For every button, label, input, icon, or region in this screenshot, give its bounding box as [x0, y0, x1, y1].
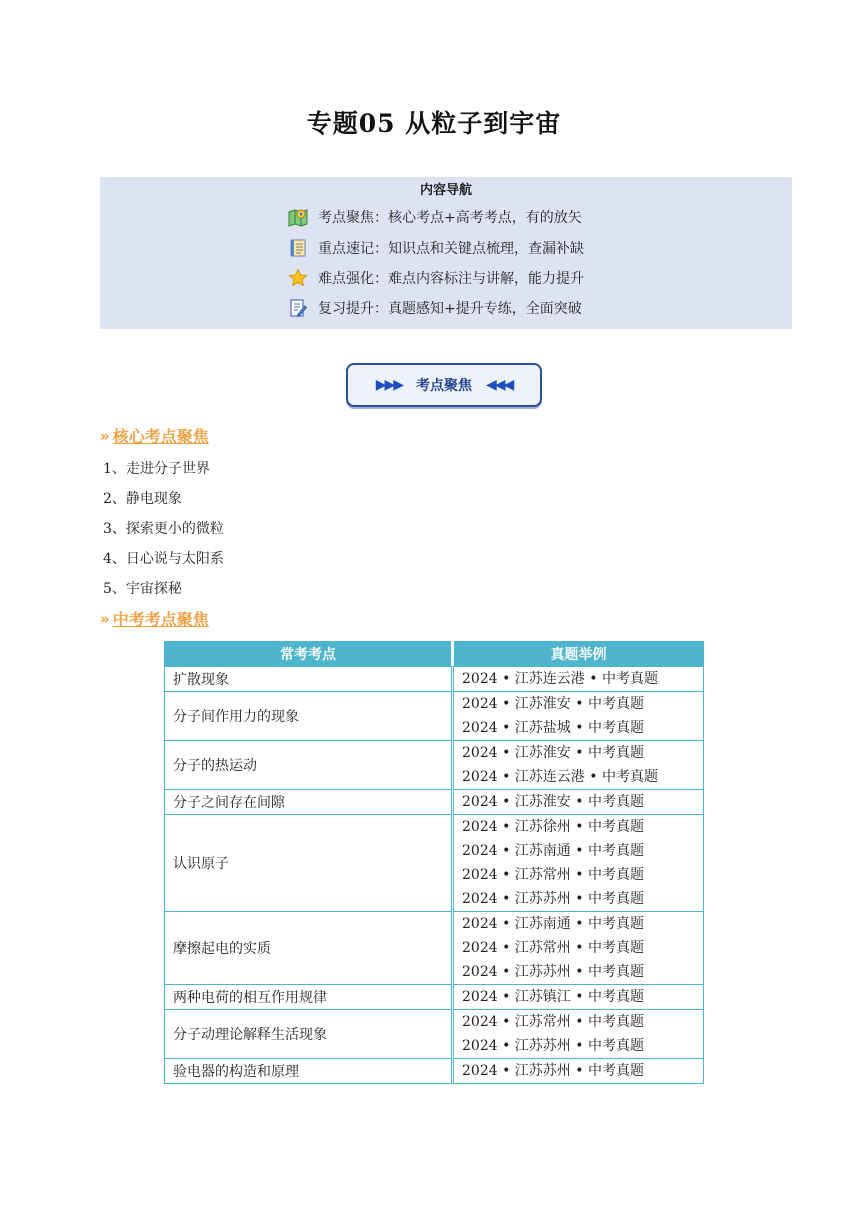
left-arrows-icon: ◀◀◀: [486, 377, 513, 393]
list-item: 1、走进分子世界: [103, 461, 210, 477]
example-item: 2024 • 江苏镇江 • 中考真题: [462, 989, 644, 1005]
examples-cell: [453, 1059, 704, 1084]
core-section-heading: [100, 424, 209, 447]
star-icon: [288, 268, 308, 288]
nav-row-text: 难点强化：难点内容标注与讲解，能力提升: [318, 271, 584, 287]
example-item: 2024 • 江苏苏州 • 中考真题: [462, 1063, 644, 1079]
examples-cell: [453, 667, 704, 692]
topic-cell: 扩散现象: [165, 667, 453, 692]
example-item: 2024 • 江苏常州 • 中考真题: [462, 867, 644, 883]
table-row: [165, 912, 704, 985]
nav-row-text: 复习提升：真题感知+提升专练，全面突破: [318, 301, 582, 317]
list-item: 2、静电现象: [103, 491, 182, 507]
exam-topics-table: [164, 641, 704, 1084]
nav-row-text: 重点速记：知识点和关键点梳理，查漏补缺: [318, 241, 584, 257]
examples-cell: [453, 815, 704, 912]
table-row: [165, 815, 704, 912]
exam-focus-banner: [346, 363, 542, 407]
example-item: 2024 • 江苏苏州 • 中考真题: [462, 891, 644, 907]
nav-row-review: [288, 297, 582, 319]
content-navigation-box: [100, 177, 792, 329]
examples-cell: [453, 985, 704, 1010]
example-item: 2024 • 江苏淮安 • 中考真题: [462, 696, 644, 712]
section-heading-text: 核心考点聚焦: [112, 427, 209, 446]
example-item: 2024 • 江苏常州 • 中考真题: [462, 1014, 644, 1030]
example-item: 2024 • 江苏苏州 • 中考真题: [462, 1038, 644, 1054]
nav-title: 内容导航: [419, 183, 472, 198]
nav-row-difficulty: [288, 267, 584, 289]
topic-cell: 分子之间存在间隙: [165, 790, 453, 815]
page-title: 专题05 从粒子到宇宙: [306, 109, 562, 138]
section-heading-text: 中考考点聚焦: [112, 610, 209, 629]
topic-cell: 两种电荷的相互作用规律: [165, 985, 453, 1010]
example-item: 2024 • 江苏淮安 • 中考真题: [462, 745, 644, 761]
edit-note-icon: [288, 298, 308, 318]
table-row: [165, 741, 704, 790]
column-header-topic: 常考考点: [165, 642, 453, 667]
table-row: [165, 692, 704, 741]
column-header-examples: 真题举例: [453, 642, 704, 667]
table-header-row: [165, 642, 704, 667]
topic-cell: 摩擦起电的实质: [165, 912, 453, 985]
table-row: [165, 667, 704, 692]
map-pin-icon: [288, 207, 308, 227]
nav-row-focus: [288, 206, 582, 228]
example-item: 2024 • 江苏常州 • 中考真题: [462, 940, 644, 956]
double-chevron-icon: »: [100, 609, 105, 628]
right-arrows-icon: ▶▶▶: [375, 377, 402, 393]
topic-cell: 分子间作用力的现象: [165, 692, 453, 741]
list-item: 5、宇宙探秘: [103, 581, 182, 597]
examples-cell: [453, 790, 704, 815]
topic-cell: 认识原子: [165, 815, 453, 912]
example-item: 2024 • 江苏连云港 • 中考真题: [462, 769, 658, 785]
topic-cell: 验电器的构造和原理: [165, 1059, 453, 1084]
nav-row-memo: [288, 237, 584, 259]
nav-row-text: 考点聚焦：核心考点+高考考点，有的放矢: [318, 210, 582, 226]
example-item: 2024 • 江苏盐城 • 中考真题: [462, 720, 644, 736]
examples-cell: [453, 741, 704, 790]
example-item: 2024 • 江苏连云港 • 中考真题: [462, 671, 658, 687]
topic-cell: 分子动理论解释生活现象: [165, 1010, 453, 1059]
book-icon: [288, 238, 308, 258]
examples-cell: [453, 692, 704, 741]
double-chevron-icon: »: [100, 426, 105, 445]
example-item: 2024 • 江苏南通 • 中考真题: [462, 916, 644, 932]
example-item: 2024 • 江苏徐州 • 中考真题: [462, 819, 644, 835]
table-row: [165, 1059, 704, 1084]
examples-cell: [453, 912, 704, 985]
topic-cell: 分子的热运动: [165, 741, 453, 790]
table-row: [165, 1010, 704, 1059]
example-item: 2024 • 江苏淮安 • 中考真题: [462, 794, 644, 810]
example-item: 2024 • 江苏苏州 • 中考真题: [462, 964, 644, 980]
banner-text: 考点聚焦: [416, 378, 472, 394]
examples-cell: [453, 1010, 704, 1059]
list-item: 4、日心说与太阳系: [103, 551, 224, 567]
exam-section-heading: [100, 607, 209, 630]
table-row: [165, 790, 704, 815]
example-item: 2024 • 江苏南通 • 中考真题: [462, 843, 644, 859]
list-item: 3、探索更小的微粒: [103, 521, 224, 537]
table-row: [165, 985, 704, 1010]
